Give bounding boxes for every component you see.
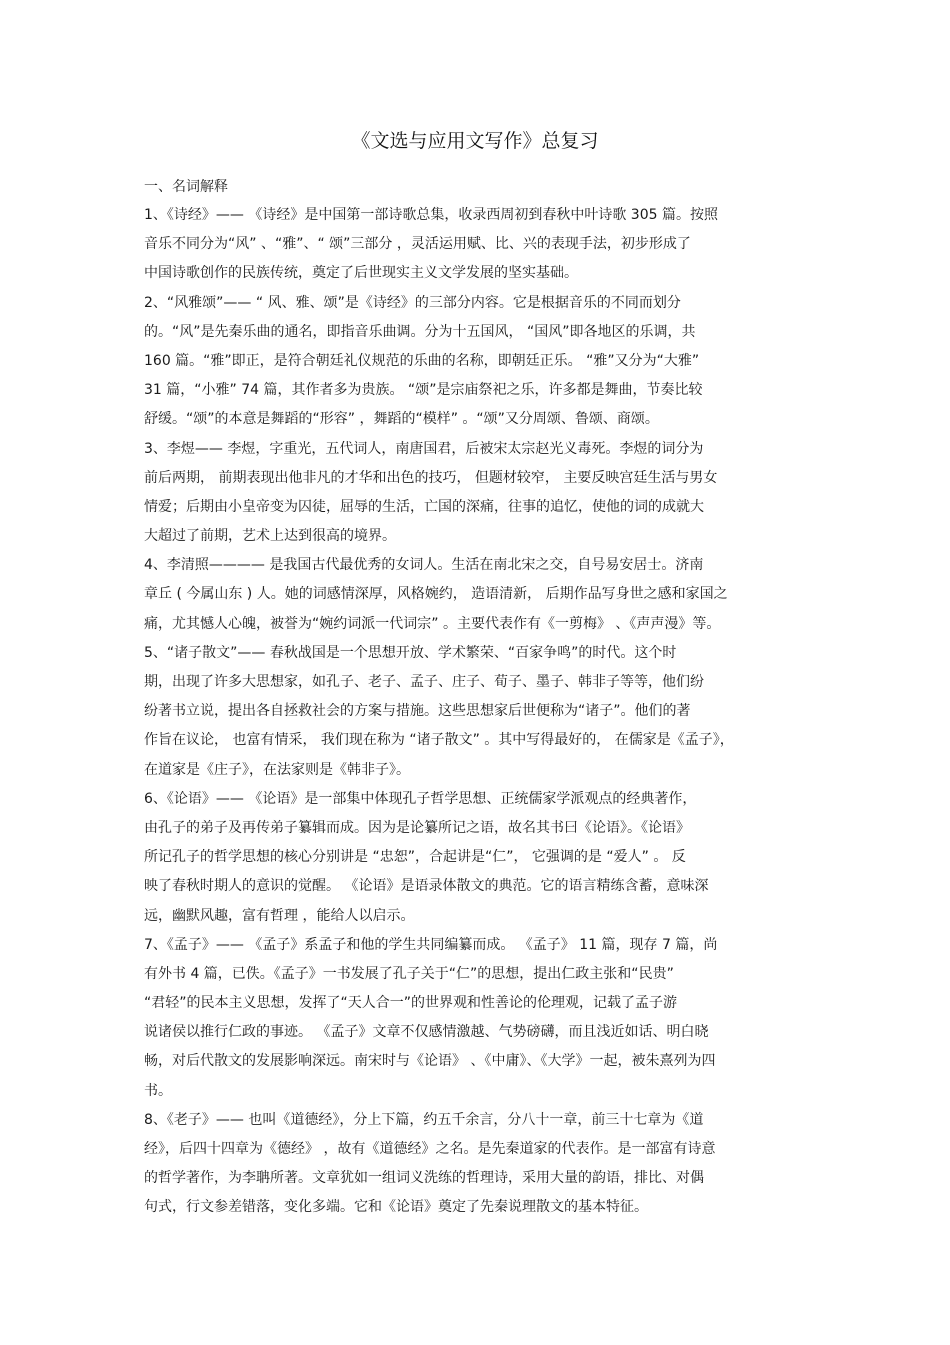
text-line: 痛，尤其憾人心魄，被誉为“婉约词派一代词宗” 。主要代表作有《一剪梅》 、《声声漫》等。 [144,615,721,632]
text-line: 所记孔子的哲学思想的核心分别讲是 “忠恕”，合起讲是“仁”， 它强调的是 “爱人” 。 反 [144,849,686,866]
text-line: 160 篇。“雅”即正，是符合朝廷礼仪规范的乐曲的名称，即朝廷正乐。 “雅”又分为“大雅” [144,352,700,369]
section-heading: 一、名词解释 [144,179,228,195]
text-line: 2、“风雅颂”—— “ 风、雅、颂”是《诗经》的三部分内容。它是根据音乐的不同而划分 [144,294,681,311]
document-body [144,201,810,1223]
text-line: “君轻”的民本主义思想，发挥了“天人合一”的世界观和性善论的伦理观，记载了孟子游 [144,995,678,1012]
text-line: 畅，对后代散文的发展影响深远。南宋时与《论语》 、《中庸》、《大学》一起，被朱熹列为四 [144,1053,716,1070]
text-line: 纷著书立说，提出各自拯救社会的方案与措施。这些思想家后世便称为“诸子”。他们的著 [144,703,691,720]
text-line: 31 篇，“小雅” 74 篇，其作者多为贵族。 “颂”是宗庙祭祀之乐，许多都是舞曲，节奏比较 [144,382,703,399]
text-line: 章丘 ( 今属山东 ) 人。她的词感情深厚，风格婉约， 造语清新， 后期作品写身世之感和家国之 [144,586,728,603]
text-line: 期，出现了许多大思想家，如孔子、老子、孟子、庄子、荀子、墨子、韩非子等等，他们纷 [144,674,704,690]
text-line: 7、《孟子》—— 《孟子》系孟子和他的学生共同编纂而成。 《孟子》 11 篇，现存 7 篇，尚 [144,936,718,953]
text-line: 的。“风”是先秦乐曲的通名，即指音乐曲调。分为十五国风， “国风”即各地区的乐调，共 [144,323,696,340]
text-line: 情爱；后期由小皇帝变为囚徒，屈辱的生活，亡国的深痛，往事的追忆，使他的词的成就大 [144,498,704,515]
text-line: 映了春秋时期人的意识的觉醒。 《论语》是语录体散文的典范。它的语言精练含蓄，意味深 [144,878,709,895]
text-line: 的哲学著作，为李聃所著。文章犹如一组词义洗练的哲理诗，采用大量的韵语，排比、对偶 [144,1170,704,1187]
text-line: 句式，行文参差错落，变化多端。它和《论语》奠定了先秦说理散文的基本特征。 [144,1199,648,1216]
text-line: 经》，后四十四章为《德经》 ，故有《道德经》之名。是先秦道家的代表作。是一部富有诗意 [144,1141,716,1157]
text-line: 有外书 4 篇，已佚。《孟子》一书发展了孔子关于“仁”的思想，提出仁政主张和“民贵” [144,965,674,982]
text-line: 6、《论语》—— 《论语》是一部集中体现孔子哲学思想、正统儒家学派观点的经典著作， [144,790,697,807]
text-line: 5、“诸子散文”—— 春秋战国是一个思想开放、学术繁荣、“百家争鸣”的时代。这个时 [144,644,677,661]
text-line: 书。 [144,1082,172,1099]
text-line: 4、李清照———— 是我国古代最优秀的女词人。生活在南北宋之交，自号易安居士。济南 [144,557,704,574]
text-line: 舒缓。“颂”的本意是舞蹈的“形容” ，舞蹈的“模样” 。“颂”又分周颂、鲁颂、商颂。 [144,411,659,428]
page-title: 《文选与应用文写作》总复习 [351,130,599,152]
text-line: 8、《老子》—— 也叫《道德经》，分上下篇，约五千余言，分八十一章，前三十七章为《道 [144,1111,704,1128]
text-line: 大超过了前期，艺术上达到很高的境界。 [144,528,396,545]
text-line: 3、李煜—— 李煜，字重光，五代词人，南唐国君，后被宋太宗赵光义毒死。李煜的词分为 [144,440,704,457]
text-line: 说诸侯以推行仁政的事迹。 《孟子》文章不仅感情激越、气势磅礴，而且浅近如话、明白晓 [144,1024,709,1041]
text-line: 远，幽默风趣，富有哲理 ，能给人以启示。 [144,907,415,924]
text-line: 作旨在议论， 也富有情采， 我们现在称为 “诸子散文” 。其中写得最好的， 在儒家是《孟子》， [144,732,734,749]
text-line: 音乐不同分为“风” 、“雅”、“ 颂”三部分 ，灵活运用赋、比、兴的表现手法，初步形成了 [144,236,691,253]
text-line: 1、《诗经》—— 《诗经》是中国第一部诗歌总集，收录西周初到春秋中叶诗歌 305 篇。按照 [144,207,718,223]
text-line: 在道家是《庄子》，在法家则是《韩非子》。 [144,761,410,778]
text-line: 前后两期， 前期表现出他非凡的才华和出色的技巧， 但题材较窄， 主要反映宫廷生活与男女 [144,469,718,486]
text-line: 中国诗歌创作的民族传统，奠定了后世现实主义文学发展的坚实基础。 [144,265,578,282]
text-line: 由孔子的弟子及再传弟子纂辑而成。因为是论纂所记之语，故名其书曰《论语》。《论语》 [144,819,690,836]
